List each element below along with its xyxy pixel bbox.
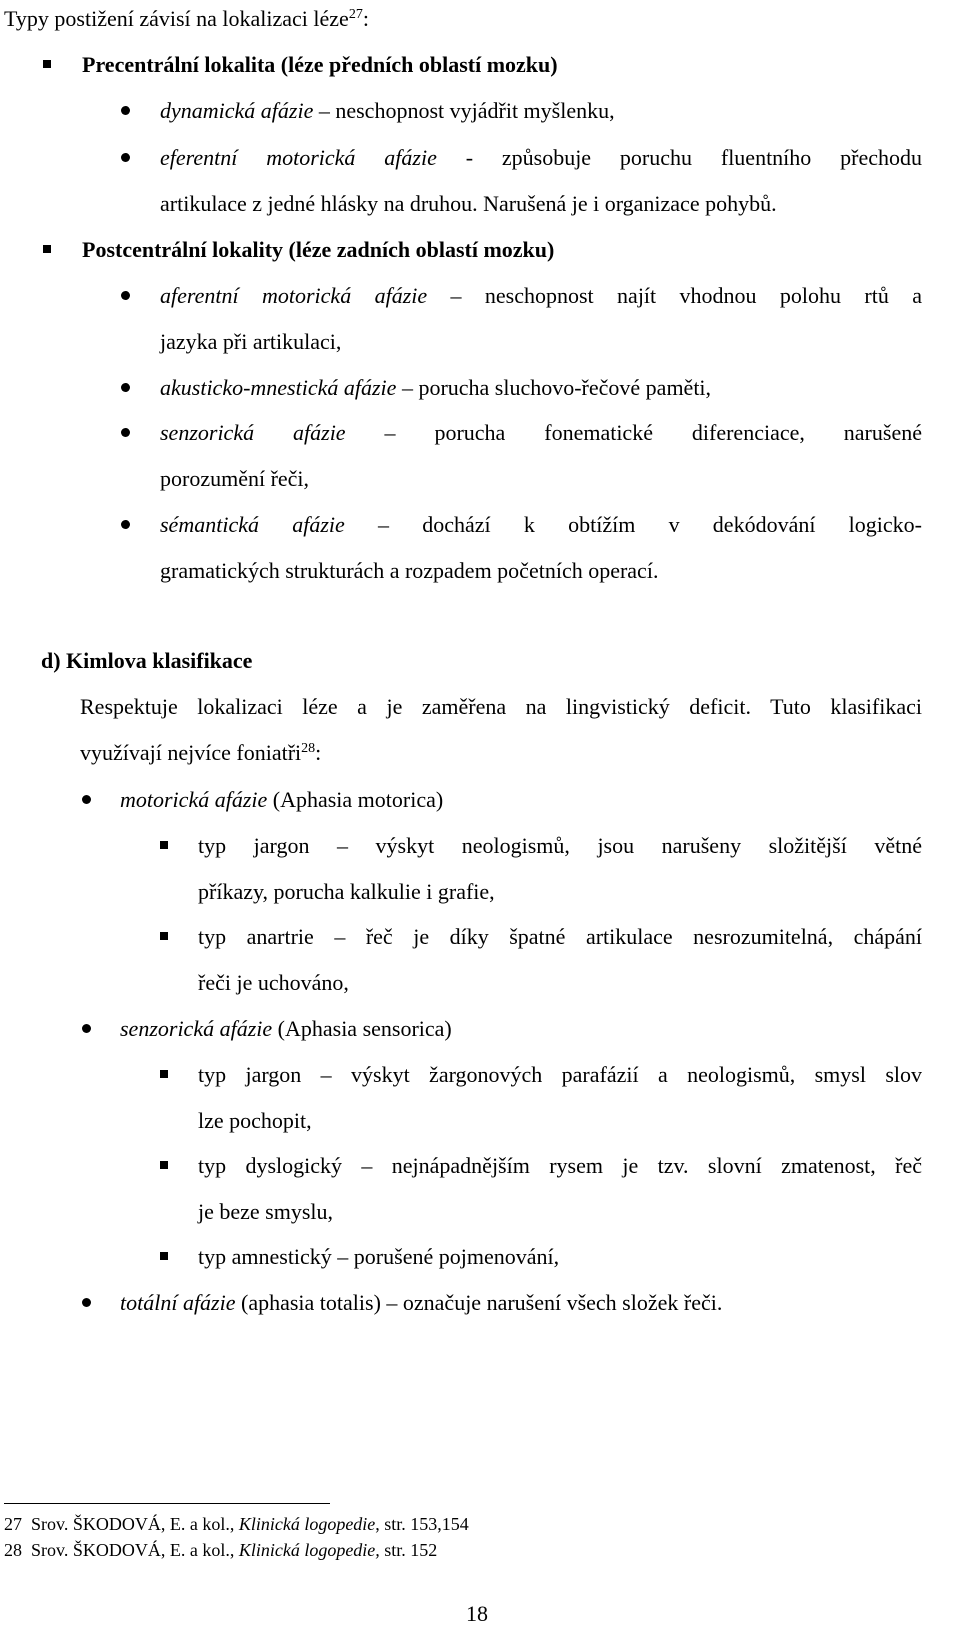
list-item: senzorická afázie (Aphasia sensorica) bbox=[120, 1016, 452, 1041]
sub-item-continuation: je beze smyslu, bbox=[198, 1199, 334, 1224]
sub-item: typ amnestický – porušené pojmenování, bbox=[198, 1244, 560, 1269]
list-item-continuation: porozumění řeči, bbox=[160, 466, 310, 491]
sub-item: typ anartrie – řeč je díky špatné artikulace nesrozumitelná, chápání bbox=[198, 924, 922, 949]
sub-item: typ dyslogický – nejnápadnějším rysem je tzv. slovní zmatenost, řeč bbox=[198, 1153, 922, 1178]
square-bullet-icon bbox=[160, 1161, 168, 1169]
square-bullet-icon bbox=[160, 841, 168, 849]
paragraph-line: využívají nejvíce foniatři$^{28}$: bbox=[80, 740, 322, 765]
paragraph-line: Respektuje lokalizaci léze a je zaměřena na lingvistický deficit. Tuto klasifikaci bbox=[80, 694, 922, 719]
list-item: motorická afázie (Aphasia motorica) bbox=[120, 787, 444, 812]
bullet-icon bbox=[121, 383, 130, 392]
list-item: eferentní motorická afázie - způsobuje poruchu fluentního přechodu bbox=[160, 145, 922, 170]
list-item-continuation: jazyka při artikulaci, bbox=[160, 329, 342, 354]
sub-item: typ jargon – výskyt neologismů, jsou narušeny složitější větné bbox=[198, 833, 922, 858]
postcentral-heading: Postcentrální lokality (léze zadních oblastí mozku) bbox=[82, 237, 555, 262]
footnote-28: 28 Srov. ŠKODOVÁ, E. a kol., Klinická logopedie, str. 152 bbox=[4, 1540, 438, 1560]
list-item: senzorická afázie – porucha fonematické diferenciace, narušené bbox=[160, 420, 922, 445]
intro-line: Typy postižení závisí na lokalizaci léze$^{27}$: bbox=[4, 6, 369, 31]
list-item-continuation: gramatických strukturách a rozpadem početních operací. bbox=[160, 558, 659, 583]
list-item: sémantická afázie – dochází k obtížím v dekódování logicko- bbox=[160, 512, 922, 537]
section-heading: d) Kimlova klasifikace bbox=[41, 648, 253, 673]
square-bullet-icon bbox=[160, 932, 168, 940]
footnote-27: 27 Srov. ŠKODOVÁ, E. a kol., Klinická logopedie, str. 153,154 bbox=[4, 1514, 469, 1534]
footnote-ref-27: 27 bbox=[348, 7, 363, 22]
list-item: akusticko-mnestická afázie – porucha sluchovo-řečové paměti, bbox=[160, 375, 712, 400]
sub-item-continuation: lze pochopit, bbox=[198, 1108, 312, 1133]
bullet-icon bbox=[82, 1024, 91, 1033]
bullet-icon bbox=[121, 428, 130, 437]
list-item: dynamická afázie – neschopnost vyjádřit myšlenku, bbox=[160, 98, 615, 123]
page-number: 18 bbox=[466, 1601, 488, 1626]
intro-text: Typy postižení závisí na lokalizaci léze bbox=[4, 6, 349, 31]
list-item: totální afázie (aphasia totalis) – označuje narušení všech složek řeči. bbox=[120, 1290, 723, 1315]
bullet-icon bbox=[121, 106, 130, 115]
square-bullet-icon bbox=[43, 60, 51, 68]
sub-item-continuation: příkazy, porucha kalkulie i grafie, bbox=[198, 879, 495, 904]
list-item: aferentní motorická afázie – neschopnost najít vhodnou polohu rtů a bbox=[160, 283, 922, 308]
bullet-icon bbox=[121, 520, 130, 529]
bullet-icon bbox=[121, 153, 130, 162]
bullet-icon bbox=[121, 291, 130, 300]
bullet-icon bbox=[82, 1298, 91, 1307]
precentral-heading: Precentrální lokalita (léze předních oblastí mozku) bbox=[82, 52, 558, 77]
bullet-icon bbox=[82, 795, 91, 804]
square-bullet-icon bbox=[160, 1070, 168, 1078]
footnote-ref-28: 28 bbox=[301, 741, 316, 756]
footnote-separator bbox=[4, 1503, 330, 1504]
square-bullet-icon bbox=[160, 1252, 168, 1260]
list-item-continuation: artikulace z jedné hlásky na druhou. Narušená je i organizace pohybů. bbox=[160, 191, 777, 216]
square-bullet-icon bbox=[43, 245, 51, 253]
sub-item: typ jargon – výskyt žargonových parafázií a neologismů, smysl slov bbox=[198, 1062, 922, 1087]
sub-item-continuation: řeči je uchováno, bbox=[198, 970, 349, 995]
